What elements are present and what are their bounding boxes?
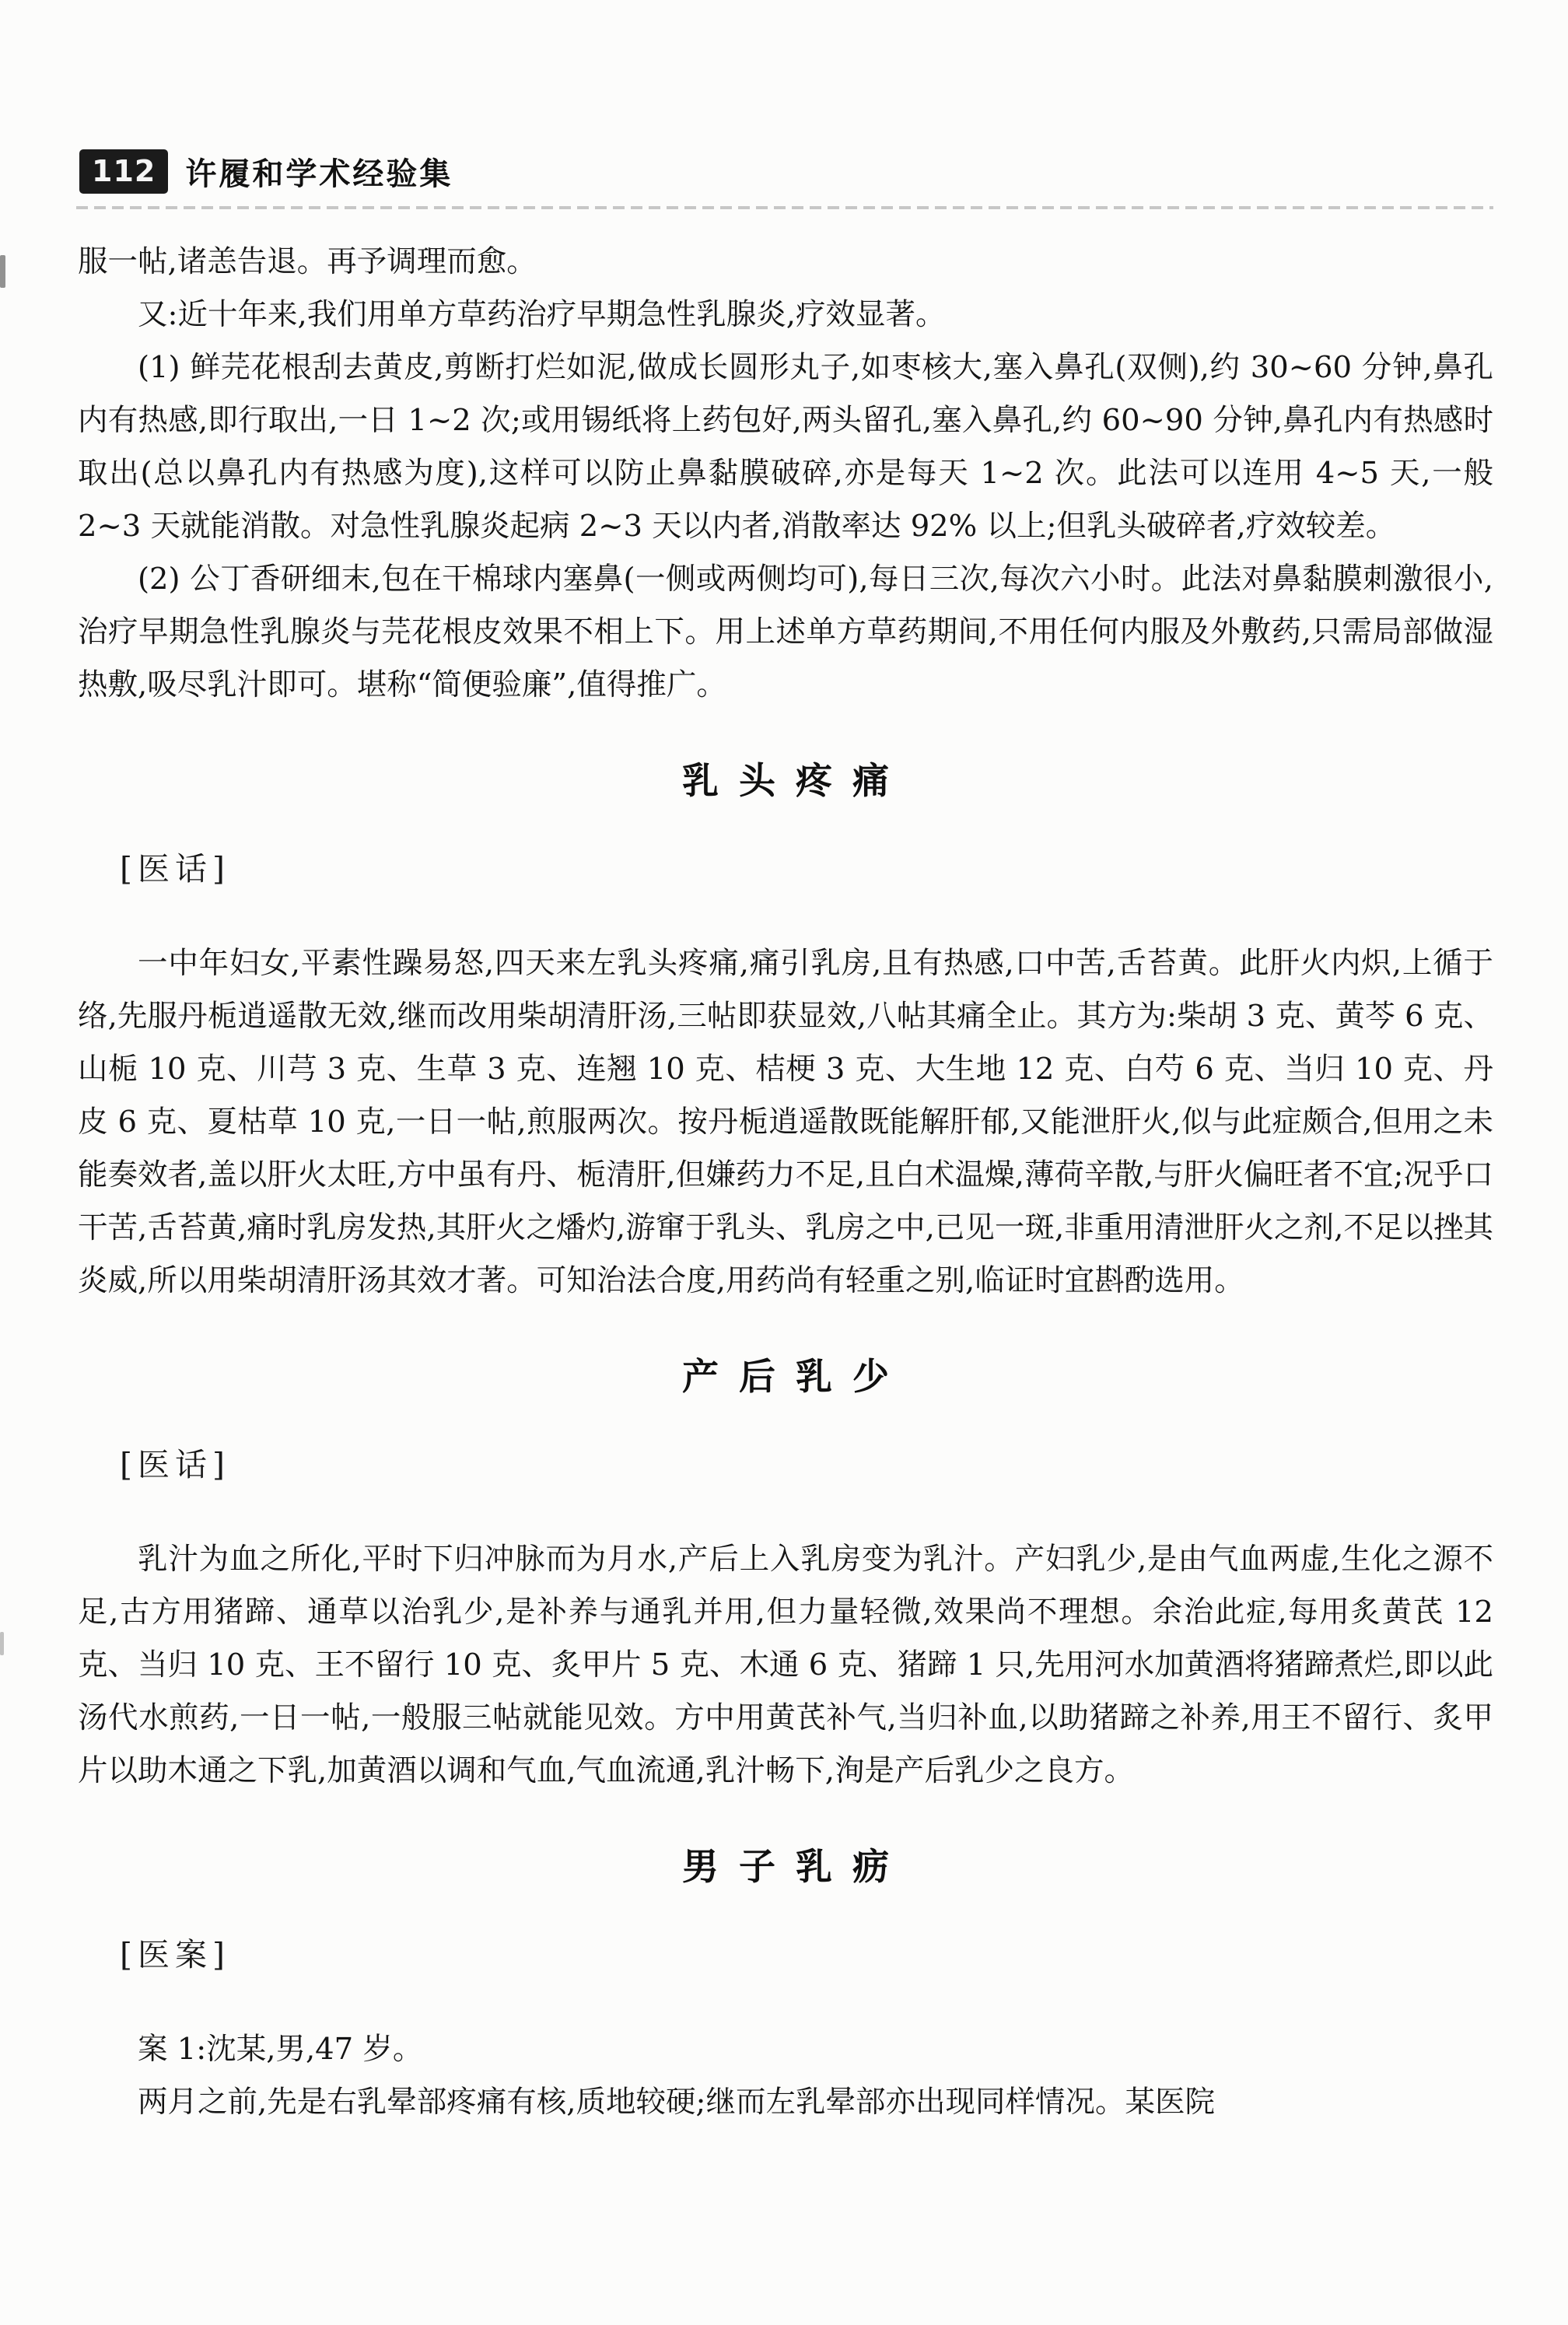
section-heading-male-breast-lump: 男子乳疬 xyxy=(682,1846,909,1889)
paragraph: (1) 鲜芫花根刮去黄皮,剪断打烂如泥,做成长圆形丸子,如枣核大,塞入鼻孔(双侧),约 30~60 分钟,鼻孔内有热感,即行取出,一日 1~2 次;或用锡纸将上药包好,两头留孔,塞入鼻孔,约 60~90 分钟,鼻孔内有热感时取出(总以鼻孔内有热感为度),这样可以防止鼻黏膜破碎,亦是每天 1~2 次。此法可以连用 4~5 天,一般 2~3 天就能消散。对急性乳腺炎起病 2~3 天以内者,消散率达 92% 以上;但乳头破碎者,疗效较差。 xyxy=(78,350,1493,544)
section-heading-nipple-pain: 乳头疼痛 xyxy=(682,760,909,803)
paragraph: 一中年妇女,平素性躁易怒,四天来左乳头疼痛,痛引乳房,且有热感,口中苦,舌苔黄。此肝火内炽,上循于络,先服丹栀逍遥散无效,继而改用柴胡清肝汤,三帖即获显效,八帖其痛全止。其方为:柴胡 3 克、黄芩 6 克、山栀 10 克、川芎 3 克、生草 3 克、连翘 10 克、桔梗 3 克、大生地 12 克、白芍 6 克、当归 10 克、丹皮 6 克、夏枯草 10 克,一日一帖,煎服两次。按丹栀逍遥散既能解肝郁,又能泄肝火,似与此症颇合,但用之未能奏效者,盖以肝火太旺,方中虽有丹、栀清肝,但嫌药力不足,且白术温燥,薄荷辛散,与肝火偏旺者不宜;况乎口干苦,舌苔黄,痛时乳房发热,其肝火之燔灼,游窜于乳头、乳房之中,已见一斑,非重用清泄肝火之剂,不足以挫其炎威,所以用柴胡清肝汤其效才著。可知治法合度,用药尚有轻重之别,临证时宜斟酌选用。 xyxy=(78,946,1493,1298)
scan-artifact xyxy=(0,1632,4,1655)
header-divider xyxy=(76,206,1493,209)
page-header xyxy=(0,0,1568,194)
section-label-medical-talk: [医话] xyxy=(120,1446,230,1483)
section-label-medical-talk: [医话] xyxy=(120,850,230,888)
section-label-medical-case: [医案] xyxy=(120,1936,230,1973)
book-title: 许履和学术经验集 xyxy=(185,156,453,192)
paragraph: 两月之前,先是右乳晕部疼痛有核,质地较硬;继而左乳晕部亦出现同样情况。某医院 xyxy=(138,2085,1215,2120)
page-number-badge: 112 xyxy=(79,149,168,194)
section-heading-postpartum-scant-milk: 产后乳少 xyxy=(682,1356,909,1399)
paragraph: 又:近十年来,我们用单方草药治疗早期急性乳腺炎,疗效显著。 xyxy=(138,297,946,332)
scan-artifact xyxy=(0,255,5,288)
paragraph: 案 1:沈某,男,47 岁。 xyxy=(138,2032,423,2067)
paragraph: 服一帖,诸恙告退。再予调理而愈。 xyxy=(78,244,537,279)
page-body xyxy=(78,236,1493,2129)
paragraph: 乳汁为血之所化,平时下归冲脉而为月水,产后上入乳房变为乳汁。产妇乳少,是由气血两虚,生化之源不足,古方用猪蹄、通草以治乳少,是补养与通乳并用,但力量轻微,效果尚不理想。余治此症,每用炙黄芪 12 克、当归 10 克、王不留行 10 克、炙甲片 5 克、木通 6 克、猪蹄 1 只,先用河水加黄酒将猪蹄煮烂,即以此汤代水煎药,一日一帖,一般服三帖就能见效。方中用黄芪补气,当归补血,以助猪蹄之补养,用王不留行、炙甲片以助木通之下乳,加黄酒以调和气血,气血流通,乳汁畅下,洵是产后乳少之良方。 xyxy=(78,1542,1493,1788)
paragraph: (2) 公丁香研细末,包在干棉球内塞鼻(一侧或两侧均可),每日三次,每次六小时。此法对鼻黏膜刺激很小,治疗早期急性乳腺炎与芫花根皮效果不相上下。用上述单方草药期间,不用任何内服及外敷药,只需局部做湿热敷,吸尽乳汁即可。堪称“简便验廉”,值得推广。 xyxy=(78,562,1493,702)
